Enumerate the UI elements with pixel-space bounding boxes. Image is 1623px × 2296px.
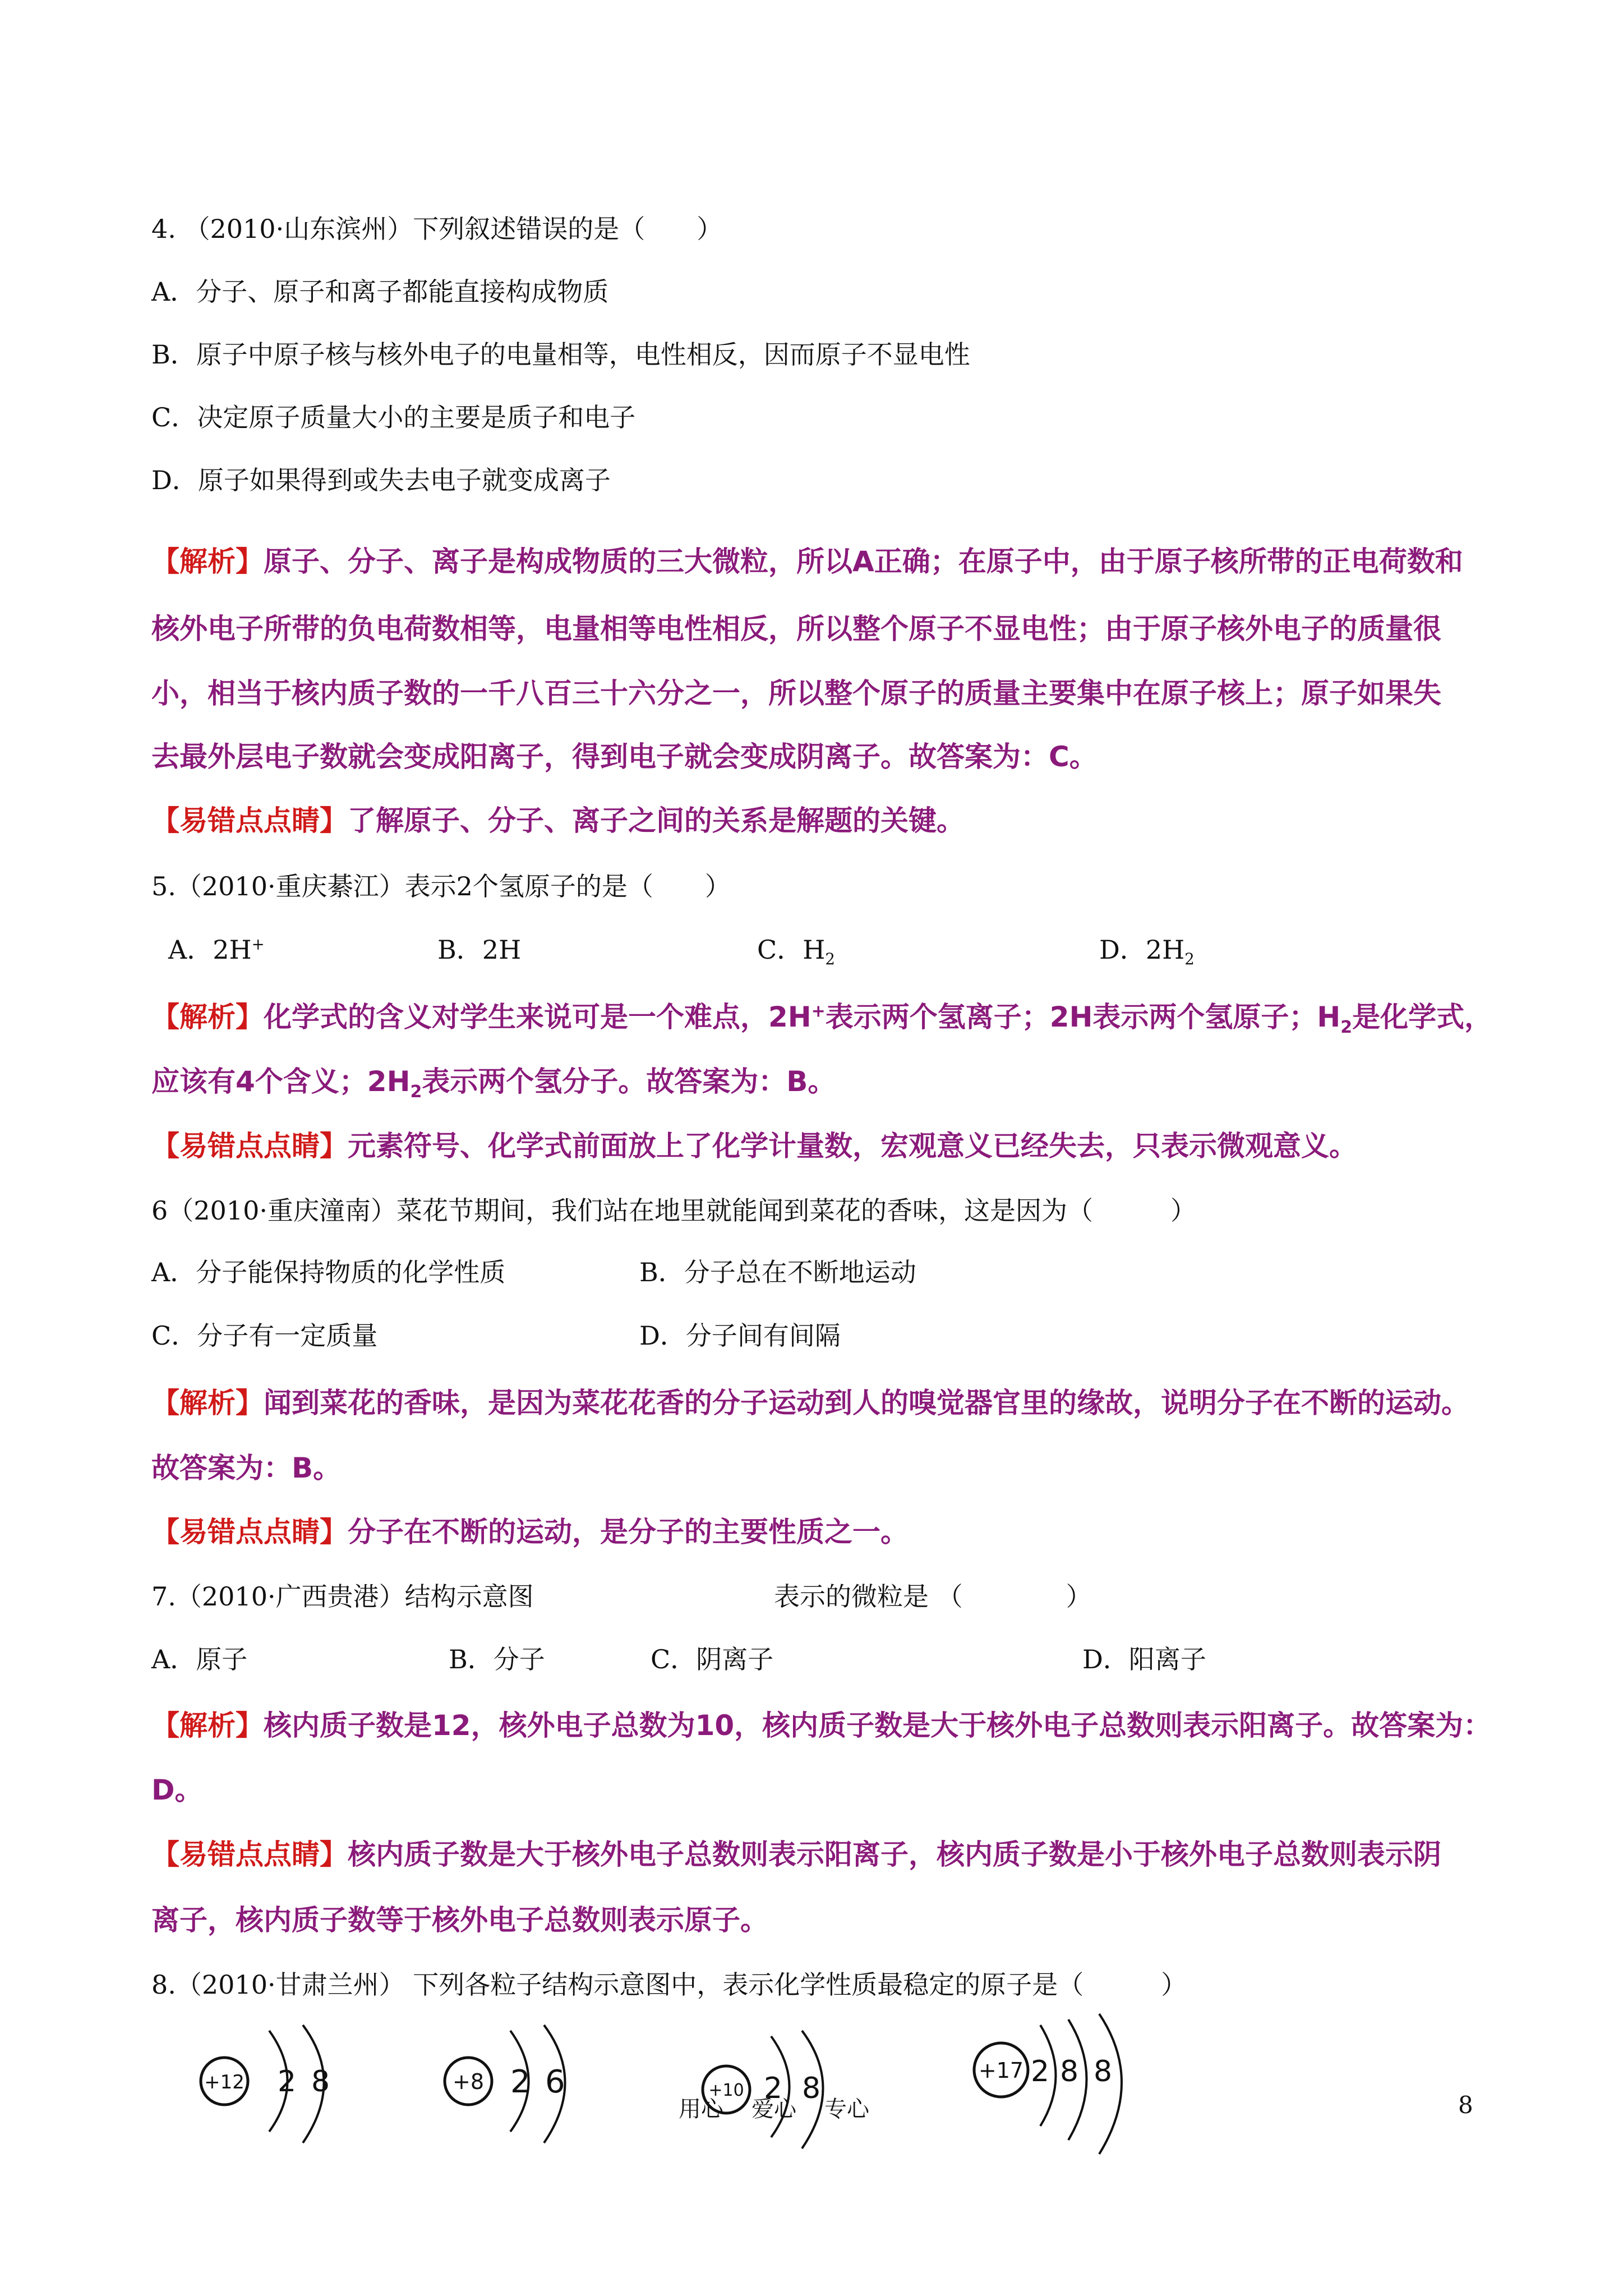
shell-count-2a: 2 (510, 2064, 531, 2100)
atom-diagram-2 (426, 2008, 662, 2177)
q5-analysis-tag: 【解析】 (151, 1001, 264, 1033)
q5-option-c: C．$H_2$ (757, 935, 835, 969)
q6-analysis-line-2: 故答案为：B。 (151, 1452, 342, 1484)
footer-motto-2: 爱心 (751, 2096, 796, 2122)
q4-option-b: B．原子中原子核与核外电子的电量相等，电性相反，因而原子不显电性 (151, 339, 970, 370)
q6-stem: 6（2010·重庆潼南）菜花节期间，我们站在地里就能闻到菜花的香味，这是因为（ ） (151, 1195, 1196, 1226)
q6-option-b: B．分子总在不断地运动 (639, 1257, 916, 1287)
q4-tip-line (151, 803, 965, 839)
q5-option-d: D．$2H_2$ (1099, 935, 1195, 969)
q5-analysis-line-2: 应该有4个含义；$2H_2$表示两个氢分子。故答案为：B。 (151, 1065, 836, 1102)
q6-tip-text: 分子在不断的运动，是分子的主要性质之一。 (348, 1516, 909, 1548)
q5-analysis-line-1: 【解析】化学式的含义对学生来说可是一个难点，2H+表示两个氢离子；2H表示两个氢原子；$H_2$是化学式， (151, 1001, 1493, 1037)
footer-motto-3: 专心 (824, 2096, 869, 2122)
q6-options-row-1 (151, 1257, 1441, 1296)
nucleus-label-4: +17 (978, 2058, 1024, 2083)
q4-tip-text: 了解原子、分子、离子之间的关系是解题的关键。 (348, 804, 965, 837)
q6-option-a: A．分子能保持物质的化学性质 (151, 1257, 506, 1287)
q8-stem: 8.（2010·甘肃兰州） 下列各粒子结构示意图中，表示化学性质最稳定的原子是（ ） (151, 1970, 1187, 2000)
q5-tip-tag: 【易错点点睛】 (151, 1130, 348, 1162)
shell-count-3b: 8 (802, 2072, 821, 2105)
q7-analysis-line-2: D。 (151, 1774, 203, 1806)
q5-option-b: B．2H (437, 935, 522, 965)
q5-tip-line (151, 1129, 1357, 1164)
q5-tip-text: 元素符号、化学式前面放上了化学计量数，宏观意义已经失去，只表示微观意义。 (348, 1130, 1357, 1162)
q7-options (151, 1644, 1441, 1683)
q4-analysis-line-4: 去最外层电子数就会变成阳离子，得到电子就会变成阴离子。故答案为：C。 (151, 740, 1098, 773)
q4-stem: 4. （2010·山东滨州）下列叙述错误的是（ ） (151, 214, 723, 244)
shell-count-2b: 6 (545, 2064, 565, 2100)
q7-option-d: D．阳离子 (1082, 1644, 1206, 1674)
q7-stem-part-1: 7.（2010·广西贵港）结构示意图 (151, 1581, 534, 1612)
q4-analysis-text-1: 原子、分子、离子是构成物质的三大微粒，所以A正确；在原子中，由于原子核所带的正电荷数和 (264, 545, 1463, 578)
shell-count-3a: 2 (764, 2072, 783, 2105)
q7-tip-tag: 【易错点点睛】 (151, 1838, 348, 1871)
q4-option-c: C．决定原子质量大小的主要是质子和电子 (151, 402, 636, 432)
q5-options (168, 934, 1458, 973)
page-footer (679, 2091, 897, 2123)
q7-option-b: B．分子 (449, 1644, 545, 1674)
q7-stem-part-2: 表示的微粒是 （ ） (774, 1581, 1092, 1612)
q4-analysis-tag: 【解析】 (151, 545, 264, 578)
shell-count-4b: 8 (1060, 2055, 1079, 2088)
q4-option-d: D．原子如果得到或失去电子就变成离子 (151, 465, 611, 495)
footer-motto-1: 用心 (679, 2096, 723, 2122)
nucleus-label-2: +8 (452, 2069, 485, 2094)
q6-analysis-tag: 【解析】 (151, 1387, 264, 1419)
q7-tip-line-1: 【易错点点睛】核内质子数是大于核外电子总数则表示阳离子，核内质子数是小于核外电子总数则表示阴 (151, 1838, 1441, 1871)
q6-tip-line (151, 1515, 909, 1550)
shell-count-1a: 2 (278, 2065, 297, 2099)
atom-diagram-4 (965, 2008, 1200, 2177)
page-number: 8 (1458, 2091, 1473, 2119)
q7-analysis-line-1: 【解析】核内质子数是12，核外电子总数为10，核内质子数是大于核外电子总数则表示阳离子。故答案为： (151, 1709, 1492, 1742)
q6-options-row-2 (151, 1320, 1441, 1359)
q7-option-a: A．原子 (151, 1644, 248, 1674)
q4-analysis-line-1 (151, 544, 1463, 579)
q4-analysis-line-3: 小，相当于核内质子数的一千八百三十六分之一，所以整个原子的质量主要集中在原子核上；原子如果失 (151, 677, 1441, 710)
nucleus-label-1: +12 (204, 2071, 245, 2093)
q4-tip-tag: 【易错点点睛】 (151, 804, 348, 837)
q4-analysis-line-2: 核外电子所带的负电荷数相等，电量相等电性相反，所以整个原子不显电性；由于原子核外电子的质量很 (151, 613, 1441, 645)
q7-analysis-tag: 【解析】 (151, 1709, 264, 1742)
nucleus-label-3: +10 (708, 2081, 744, 2100)
q7-option-c: C．阴离子 (651, 1644, 774, 1674)
shell-count-1b: 8 (311, 2065, 330, 2099)
atom-diagram-1 (185, 2008, 421, 2177)
q6-option-d: D．分子间有间隔 (639, 1320, 841, 1351)
shell-count-4c: 8 (1094, 2055, 1113, 2088)
q6-tip-tag: 【易错点点睛】 (151, 1516, 348, 1548)
shell-count-4a: 2 (1031, 2055, 1050, 2088)
q5-option-a: A．2H+ (168, 935, 265, 965)
q7-stem (151, 1581, 1441, 1620)
q6-analysis-line-1: 【解析】闻到菜花的香味，是因为菜花花香的分子运动到人的嗅觉器官里的缘故，说明分子在不断的运动。 (151, 1387, 1469, 1419)
q6-option-c: C．分子有一定质量 (151, 1320, 378, 1351)
q7-tip-line-2: 离子，核内质子数等于核外电子总数则表示原子。 (151, 1904, 768, 1936)
q4-option-a: A．分子、原子和离子都能直接构成物质 (151, 277, 609, 307)
q5-stem: 5.（2010·重庆綦江）表示2个氢原子的是（ ） (151, 871, 731, 901)
